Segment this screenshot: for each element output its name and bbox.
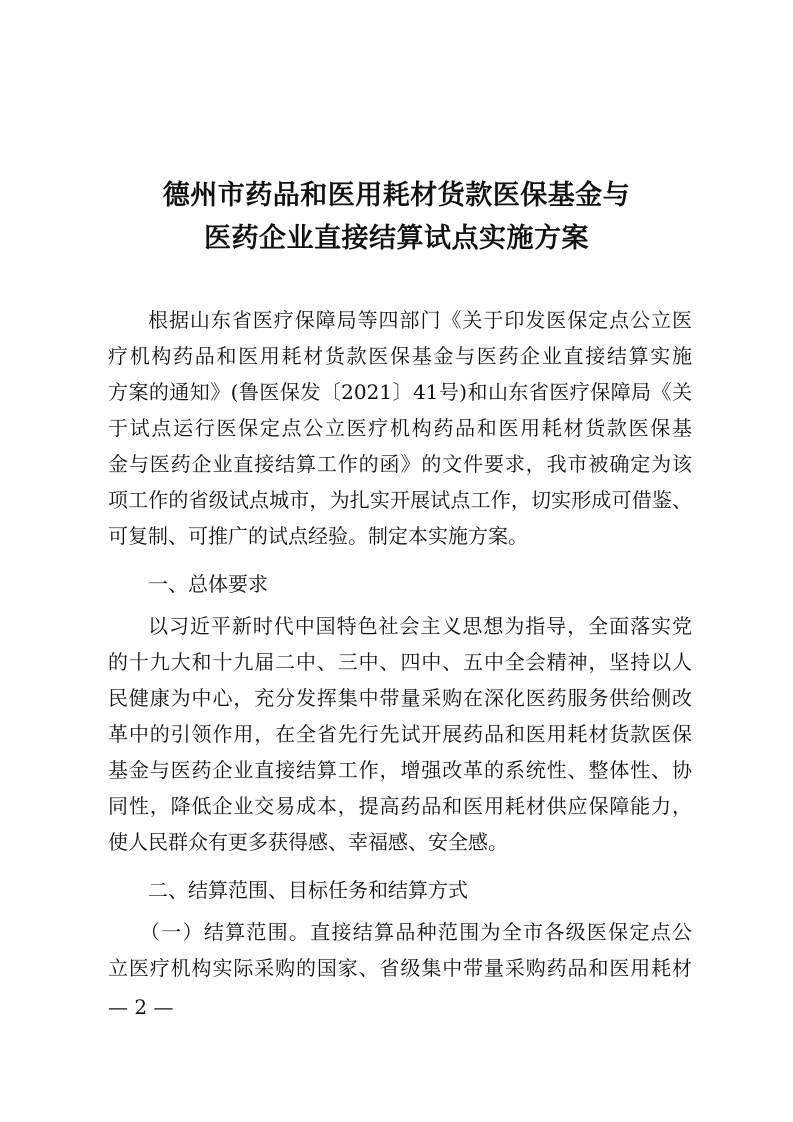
paragraph-line: 立医疗机构实际采购的国家、省级集中带量采购药品和医用耗材 — [108, 956, 692, 980]
paragraph-line: 根据山东省医疗保障局等四部门《关于印发医保定点公立医 — [148, 308, 692, 332]
document-title-line-2: 医药企业直接结算试点实施方案 — [204, 223, 589, 254]
paragraph-line: 可复制、可推广的试点经验。制定本实施方案。 — [108, 524, 528, 548]
page-number: — 2 — — [108, 995, 174, 1019]
section-heading: 一、总体要求 — [148, 572, 268, 596]
paragraph-line: 使人民群众有更多获得感、幸福感、安全感。 — [108, 830, 508, 854]
paragraph-line: 项工作的省级试点城市，为扎实开展试点工作，切实形成可借鉴、 — [108, 488, 692, 512]
paragraph-line: 同性，降低企业交易成本，提高药品和医用耗材供应保障能力， — [108, 794, 692, 818]
paragraph-line: 于试点运行医保定点公立医疗机构药品和医用耗材货款医保基 — [108, 416, 692, 440]
paragraph-line: （一）结算范围。直接结算品种范围为全市各级医保定点公 — [140, 920, 692, 944]
paragraph-line: 疗机构药品和医用耗材货款医保基金与医药企业直接结算实施 — [108, 344, 692, 368]
document-title-line-1: 德州市药品和医用耗材货款医保基金与 — [162, 180, 631, 211]
paragraph-line: 方案的通知》(鲁医保发〔2021〕41号)和山东省医疗保障局《关 — [108, 380, 692, 404]
paragraph-line: 革中的引领作用，在全省先行先试开展药品和医用耗材货款医保 — [108, 722, 692, 746]
paragraph-line: 基金与医药企业直接结算工作，增强改革的系统性、整体性、协 — [108, 758, 692, 782]
paragraph-line: 民健康为中心，充分发挥集中带量采购在深化医药服务供给侧改 — [108, 686, 692, 710]
paragraph-line: 的十九大和十九届二中、三中、四中、五中全会精神，坚持以人 — [108, 650, 692, 674]
paragraph-line: 金与医药企业直接结算工作的函》的文件要求，我市被确定为该 — [108, 452, 692, 476]
section-heading: 二、结算范围、目标任务和结算方式 — [148, 878, 468, 902]
paragraph-line: 以习近平新时代中国特色社会主义思想为指导，全面落实党 — [148, 614, 692, 638]
